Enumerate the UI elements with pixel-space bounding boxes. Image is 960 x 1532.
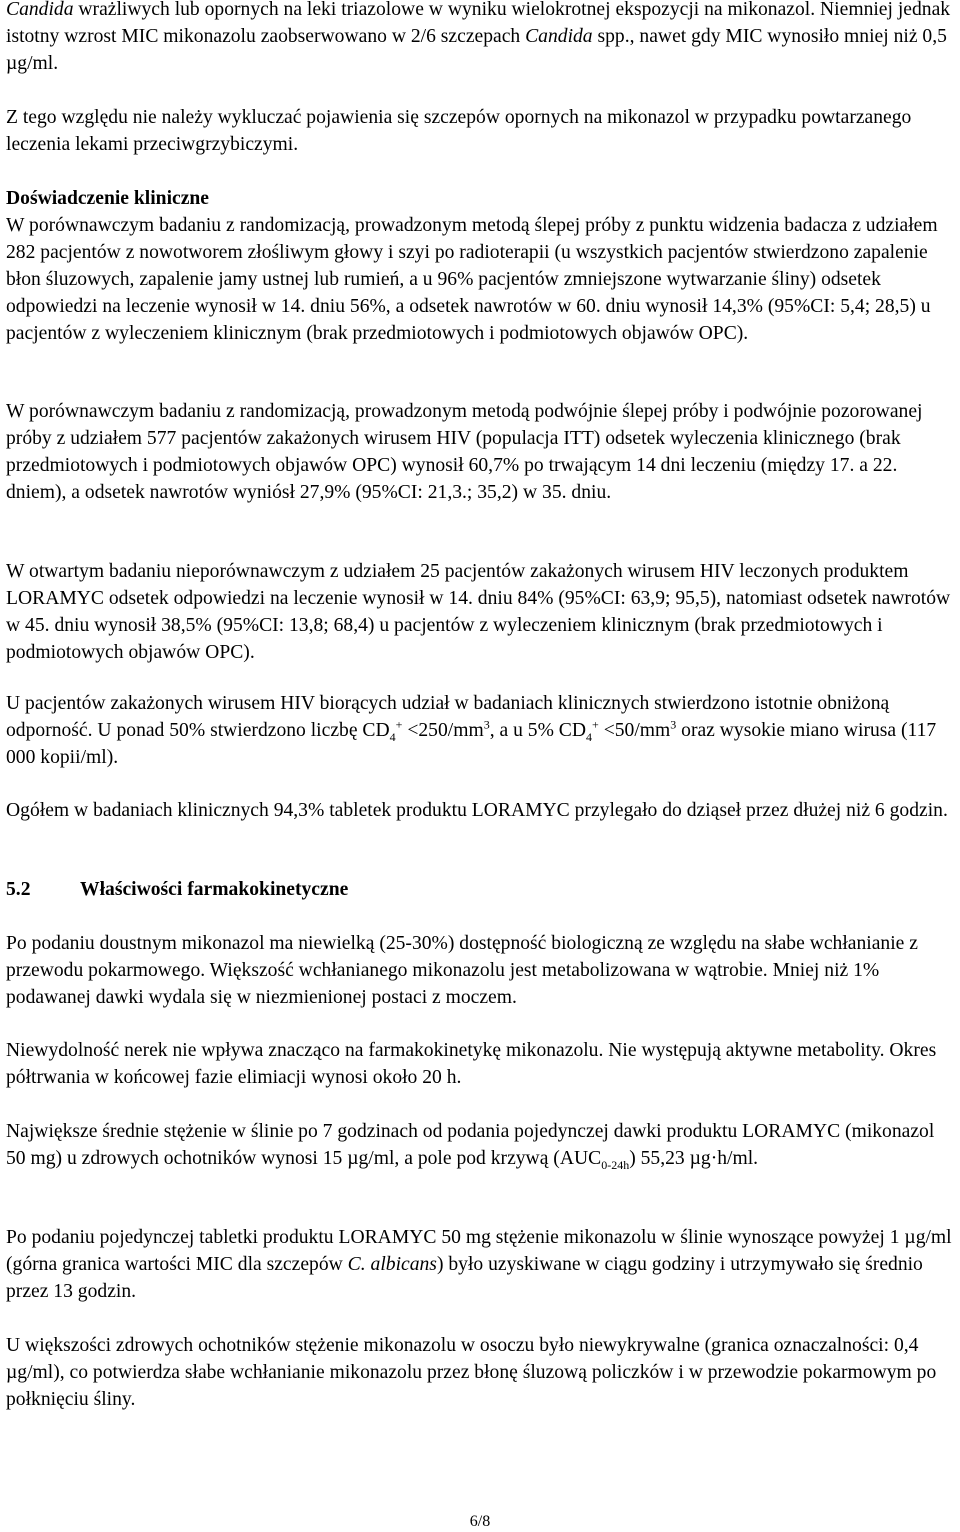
italic-species: C. albicans (347, 1254, 437, 1275)
paragraph-text: U pacjentów zakażonych wirusem HIV biorących udział w badaniach klinicznych stwierdzono istotnie obniżoną odporność. U ponad 50% stwierdzono liczbę CD (6, 693, 890, 741)
paragraph-renal (6, 1037, 956, 1091)
subscript: 4 (389, 729, 396, 744)
italic-candida: Candida (525, 26, 593, 47)
paragraph-text: spp., nawet gdy MIC wynosiło mniej niż 0,5 µg/ml. (6, 26, 947, 74)
paragraph-text: Ogółem w badaniach klinicznych 94,3% tabletek produktu LORAMYC przylegało do dziąseł przez dłużej niż 6 godzin. (6, 800, 948, 821)
paragraph-text: Po podaniu pojedynczej tabletki produktu LORAMYC 50 mg stężenie mikonazolu w ślinie wynoszące powyżej 1 µg/ml (górna granica wartości MIC dla szczepów (6, 1227, 952, 1275)
paragraph-text: oraz wysokie miano wirusa (117 000 kopii/ml). (6, 720, 937, 768)
paragraph-cd4 (6, 690, 956, 771)
paragraph-single-tablet (6, 1224, 956, 1305)
paragraph-absorption (6, 930, 956, 1011)
clinical-experience-block (6, 185, 956, 347)
superscript: 3 (670, 717, 677, 732)
subscript: 0-24h (601, 1157, 630, 1172)
paragraph-text: Z tego względu nie należy wykluczać pojawienia się szczepów opornych na mikonazol w przypadku powtarzanego leczenia lekami przeciwgrzybiczymi. (6, 107, 912, 155)
superscript: + (592, 717, 599, 732)
paragraph-hiv-study (6, 398, 956, 506)
paragraph-text: <250/mm (402, 720, 484, 741)
paragraph-text: U większości zdrowych ochotników stężenie mikonazolu w osoczu było niewykrywalne (granica oznaczalności: 0,4 µg/ml), co potwierdza słabe wchłanianie mikonazolu przez błonę śluzową policzków i w przewodzie pokarmowym po połknięciu śliny. (6, 1335, 937, 1410)
section-heading-pharmacokinetics (6, 876, 956, 903)
paragraph-open-study (6, 558, 956, 666)
paragraph-text: ) 55,23 µg·h/ml. (629, 1148, 759, 1169)
subscript: 4 (586, 729, 593, 744)
paragraph-plasma (6, 1332, 956, 1413)
paragraph-adhesion (6, 797, 956, 824)
paragraph-text: Największe średnie stężenie w ślinie po 7 godzinach od podania pojedynczej dawki produktu LORAMYC (mikonazol 50 mg) u zdrowych ochotników wynosi 15 µg/ml, a pole pod krzywą (AUC (6, 1121, 935, 1169)
paragraph-text: , a u 5% CD (489, 720, 587, 741)
page-number: 6/8 (469, 1513, 491, 1530)
italic-candida: Candida (6, 0, 74, 20)
paragraph-saliva-concentration (6, 1118, 956, 1172)
section-title: Właściwości farmakokinetyczne (80, 879, 349, 900)
superscript: + (395, 717, 403, 732)
paragraph-text: W porównawczym badaniu z randomizacją, prowadzonym metodą podwójnie ślepej próby i podwójnie pozorowanej próby z udziałem 577 pacjentów zakażonych wirusem HIV (populacja ITT) odsetek wyleczenia klinicznego (brak przedmiotowych i podmiotowych objawów OPC) wynosił 60,7% po trwającym 14 dni leczeniu (między 17. a 22. dniem), a odsetek nawrotów wyniósł 27,9% (95%CI: 21,3.; 35,2) w 35. dniu. (6, 401, 923, 503)
clinical-experience-heading: Doświadczenie kliniczne (6, 188, 209, 209)
paragraph-text: W porównawczym badaniu z randomizacją, prowadzonym metodą ślepej próby z punktu widzenia badacza z udziałem 282 pacjentów z nowotworem złośliwym głowy i szyi po radioterapii (u wszystkich pacjentów stwierdzono zapalenie błon śluzowych, zapalenie jamy ustnej lub rumień, a u 96% pacjentów zmniejszone wytwarzanie śliny) odsetek odpowiedzi na leczenie wynosił w 14. dniu 56%, a odsetek nawrotów w 60. dniu wynosił 14,3% (95%CI: 5,4; 28,5) u pacjentów z wyleczeniem klinicznym (brak przedmiotowych i podmiotowych objawów OPC). (6, 215, 938, 344)
paragraph-text: wrażliwych lub opornych na leki triazolowe w wyniku wielokrotnej ekspozycji na mikonazol. Niemniej jednak istotny wzrost MIC mikonazolu zaobserwowano w 2/6 szczepach (6, 0, 951, 47)
paragraph-text: ) było uzyskiwane w ciągu godziny i utrzymywało się średnio przez 13 godzin. (6, 1254, 923, 1302)
paragraph-candida-resistance (6, 0, 956, 77)
paragraph-text: Niewydolność nerek nie wpływa znacząco na farmakokinetykę mikonazolu. Nie występują aktywne metabolity. Okres półtrwania w końcowej fazie elimiacji wynosi około 20 h. (6, 1040, 937, 1088)
superscript: 3 (483, 717, 490, 732)
paragraph-text: W otwartym badaniu nieporównawczym z udziałem 25 pacjentów zakażonych wirusem HIV leczonych produktem LORAMYC odsetek odpowiedzi na leczenie wynosił w 14. dniu 84% (95%CI: 63,9; 95,5), natomiast odsetek nawrotów w 45. dniu wynosił 38,5% (95%CI: 13,8; 68,4) u pacjentów z wyleczeniem klinicznym (brak przedmiotowych i podmiotowych objawów OPC). (6, 561, 951, 663)
paragraph-text: <50/mm (598, 720, 671, 741)
paragraph-text: Po podaniu doustnym mikonazol ma niewielką (25-30%) dostępność biologiczną ze względu na słabe wchłanianie z przewodu pokarmowego. Większość wchłanianego mikonazolu jest metabolizowana w wątrobie. Mniej niż 1% podawanej dawki wydala się w niezmienionej postaci z moczem. (6, 933, 918, 1008)
paragraph-resistance-note (6, 104, 956, 158)
section-number: 5.2 (6, 879, 31, 900)
